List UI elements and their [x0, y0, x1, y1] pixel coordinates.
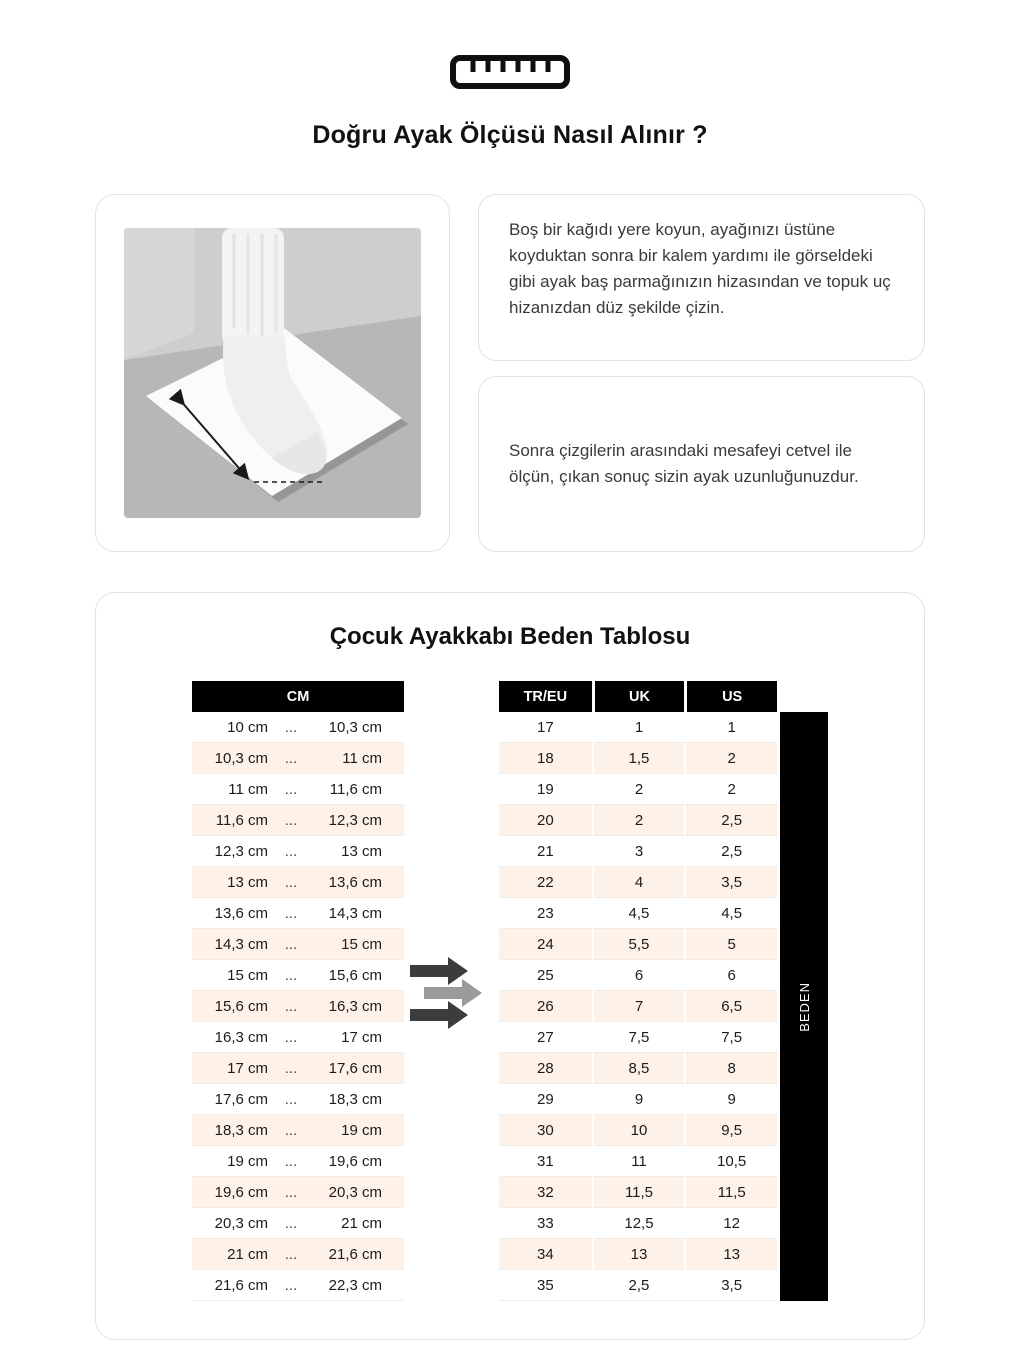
table-cell: ...: [272, 774, 310, 805]
table-cell: 5,5: [592, 929, 685, 960]
table-cell: 19,6 cm: [310, 1146, 404, 1177]
table-row: [499, 991, 777, 1022]
table-cell: 2,5: [684, 836, 777, 867]
table-cell: 11,5: [684, 1177, 777, 1208]
table-cell: 13 cm: [310, 836, 404, 867]
table-row: [499, 1115, 777, 1146]
table-row: [499, 836, 777, 867]
table-cell: ...: [272, 1022, 310, 1053]
table-cell: 2: [592, 774, 685, 805]
table-cell: 4,5: [684, 898, 777, 929]
table-cell: 12: [684, 1208, 777, 1239]
table-row: [499, 1177, 777, 1208]
instruction-step2-text: Sonra çizgilerin arasındaki mesafeyi cetvel ile ölçün, çıkan sonuç sizin ayak uzunluğunuzdur.: [509, 441, 859, 486]
table-cell: 21: [499, 836, 592, 867]
table-row: [499, 1146, 777, 1177]
table-row: [499, 867, 777, 898]
table-row: [499, 1022, 777, 1053]
table-row: [499, 1084, 777, 1115]
table-row: [192, 1208, 404, 1239]
table-cell: 1: [592, 712, 685, 743]
table-cell: 34: [499, 1239, 592, 1270]
table-cell: 11,6 cm: [310, 774, 404, 805]
table-cell: 17,6 cm: [310, 1053, 404, 1084]
table-row: [192, 1115, 404, 1146]
table-row: [192, 1146, 404, 1177]
table-cell: 4,5: [592, 898, 685, 929]
table-row: [499, 1208, 777, 1239]
table-row: [192, 712, 404, 743]
table-cell: 22,3 cm: [310, 1270, 404, 1301]
size-chart-title: Çocuk Ayakkabı Beden Tablosu: [329, 623, 691, 650]
table-cell: ...: [272, 836, 310, 867]
foot-measure-figure-card: [95, 194, 450, 552]
cm-table-header-row: [192, 681, 404, 712]
table-cell: 9,5: [684, 1115, 777, 1146]
table-cell: 4: [592, 867, 685, 898]
table-cell: 15 cm: [192, 960, 272, 991]
table-cell: 7,5: [684, 1022, 777, 1053]
table-row: [499, 929, 777, 960]
table-cell: 17,6 cm: [192, 1084, 272, 1115]
table-cell: 17: [499, 712, 592, 743]
table-cell: 12,5: [592, 1208, 685, 1239]
table-row: [192, 1177, 404, 1208]
table-cell: 2,5: [684, 805, 777, 836]
table-cell: 26: [499, 991, 592, 1022]
table-cell: 21 cm: [192, 1239, 272, 1270]
us-column-header: US: [684, 681, 777, 712]
beden-side-bar: [780, 712, 828, 1301]
table-cell: 18,3 cm: [192, 1115, 272, 1146]
table-row: [192, 1239, 404, 1270]
table-row: [499, 712, 777, 743]
table-cell: 13: [684, 1239, 777, 1270]
instruction-card-step1: [478, 194, 925, 361]
table-cell: 7,5: [592, 1022, 685, 1053]
table-row: [192, 1270, 404, 1301]
table-row: [192, 960, 404, 991]
table-row: [192, 1022, 404, 1053]
table-cell: 11: [592, 1146, 685, 1177]
table-cell: 24: [499, 929, 592, 960]
table-cell: 20,3 cm: [310, 1177, 404, 1208]
table-row: [192, 743, 404, 774]
table-cell: 14,3 cm: [192, 929, 272, 960]
table-row: [499, 1270, 777, 1301]
table-cell: 8,5: [592, 1053, 685, 1084]
table-cell: 9: [684, 1084, 777, 1115]
table-cell: ...: [272, 960, 310, 991]
ruler-icon: [448, 52, 572, 97]
beden-label: BEDEN: [796, 981, 812, 1032]
table-cell: 11 cm: [192, 774, 272, 805]
table-row: [192, 898, 404, 929]
table-cell: 6: [684, 960, 777, 991]
table-cell: 10,3 cm: [192, 743, 272, 774]
transfer-arrows-icon: [404, 953, 499, 1029]
table-cell: 3: [592, 836, 685, 867]
table-cell: ...: [272, 743, 310, 774]
table-cell: ...: [272, 1239, 310, 1270]
table-cell: 15,6 cm: [192, 991, 272, 1022]
table-cell: 21,6 cm: [310, 1239, 404, 1270]
table-cell: 10: [592, 1115, 685, 1146]
table-cell: 21 cm: [310, 1208, 404, 1239]
table-cell: 22: [499, 867, 592, 898]
table-cell: 19: [499, 774, 592, 805]
table-cell: 15,6 cm: [310, 960, 404, 991]
table-cell: 10,5: [684, 1146, 777, 1177]
size-table: [499, 681, 777, 1301]
table-row: [192, 991, 404, 1022]
table-cell: 1: [684, 712, 777, 743]
table-cell: ...: [272, 1053, 310, 1084]
size-tables-row: [96, 681, 924, 1301]
table-row: [499, 960, 777, 991]
instruction-step1-text: Boş bir kağıdı yere koyun, ayağınızı üstüne koyduktan sonra bir kalem yardımı ile görseldeki gibi ayak baş parmağınızın hizasından ve topuk uç hizanızdan düz şekilde çizin.: [509, 220, 891, 317]
table-cell: 30: [499, 1115, 592, 1146]
instruction-column: [478, 194, 925, 552]
table-cell: ...: [272, 1177, 310, 1208]
table-cell: ...: [272, 712, 310, 743]
table-cell: 13,6 cm: [192, 898, 272, 929]
table-cell: 31: [499, 1146, 592, 1177]
table-cell: 8: [684, 1053, 777, 1084]
table-row: [499, 1053, 777, 1084]
table-cell: 33: [499, 1208, 592, 1239]
table-cell: 32: [499, 1177, 592, 1208]
table-cell: 11,5: [592, 1177, 685, 1208]
table-cell: 2: [684, 774, 777, 805]
page-title: Doğru Ayak Ölçüsü Nasıl Alınır ?: [312, 121, 708, 149]
table-cell: 10,3 cm: [310, 712, 404, 743]
table-cell: 9: [592, 1084, 685, 1115]
table-cell: 17 cm: [310, 1022, 404, 1053]
table-cell: ...: [272, 1270, 310, 1301]
table-cell: 19 cm: [310, 1115, 404, 1146]
table-row: [499, 743, 777, 774]
table-cell: ...: [272, 929, 310, 960]
table-cell: 3,5: [684, 867, 777, 898]
table-cell: 12,3 cm: [192, 836, 272, 867]
table-row: [192, 805, 404, 836]
table-row: [192, 1053, 404, 1084]
table-cell: ...: [272, 898, 310, 929]
size-table-header-row: [499, 681, 777, 712]
table-cell: 29: [499, 1084, 592, 1115]
table-row: [499, 805, 777, 836]
table-cell: 35: [499, 1270, 592, 1301]
table-cell: 14,3 cm: [310, 898, 404, 929]
table-cell: 21,6 cm: [192, 1270, 272, 1301]
table-cell: ...: [272, 1084, 310, 1115]
table-cell: 20,3 cm: [192, 1208, 272, 1239]
table-cell: 27: [499, 1022, 592, 1053]
table-cell: 3,5: [684, 1270, 777, 1301]
table-cell: 16,3 cm: [192, 1022, 272, 1053]
table-row: [192, 1084, 404, 1115]
table-cell: 11,6 cm: [192, 805, 272, 836]
table-cell: 2: [684, 743, 777, 774]
uk-column-header: UK: [592, 681, 685, 712]
table-row: [499, 1239, 777, 1270]
table-cell: 19,6 cm: [192, 1177, 272, 1208]
table-row: [499, 774, 777, 805]
table-cell: 13: [592, 1239, 685, 1270]
table-cell: 2: [592, 805, 685, 836]
table-cell: 11 cm: [310, 743, 404, 774]
table-cell: 7: [592, 991, 685, 1022]
table-cell: 5: [684, 929, 777, 960]
table-cell: 23: [499, 898, 592, 929]
table-row: [192, 774, 404, 805]
table-cell: ...: [272, 805, 310, 836]
table-cell: 25: [499, 960, 592, 991]
size-chart-card: [95, 592, 925, 1340]
foot-measure-image: [124, 228, 421, 518]
table-cell: 13 cm: [192, 867, 272, 898]
treu-column-header: TR/EU: [499, 681, 592, 712]
table-cell: 18,3 cm: [310, 1084, 404, 1115]
table-cell: 2,5: [592, 1270, 685, 1301]
table-cell: 6,5: [684, 991, 777, 1022]
instruction-card-step2: [478, 376, 925, 552]
table-row: [192, 867, 404, 898]
measure-section: [95, 194, 925, 552]
table-cell: 15 cm: [310, 929, 404, 960]
table-row: [192, 836, 404, 867]
table-cell: 17 cm: [192, 1053, 272, 1084]
table-row: [499, 898, 777, 929]
table-cell: ...: [272, 991, 310, 1022]
table-cell: ...: [272, 867, 310, 898]
table-cell: 13,6 cm: [310, 867, 404, 898]
cm-column-header: CM: [192, 681, 404, 712]
cm-table: [192, 681, 404, 1301]
table-cell: 1,5: [592, 743, 685, 774]
table-cell: 20: [499, 805, 592, 836]
table-row: [192, 929, 404, 960]
table-cell: 18: [499, 743, 592, 774]
table-cell: ...: [272, 1146, 310, 1177]
table-cell: 28: [499, 1053, 592, 1084]
table-cell: 16,3 cm: [310, 991, 404, 1022]
table-cell: ...: [272, 1115, 310, 1146]
table-cell: 6: [592, 960, 685, 991]
table-cell: 19 cm: [192, 1146, 272, 1177]
table-cell: 10 cm: [192, 712, 272, 743]
table-cell: ...: [272, 1208, 310, 1239]
table-cell: 12,3 cm: [310, 805, 404, 836]
